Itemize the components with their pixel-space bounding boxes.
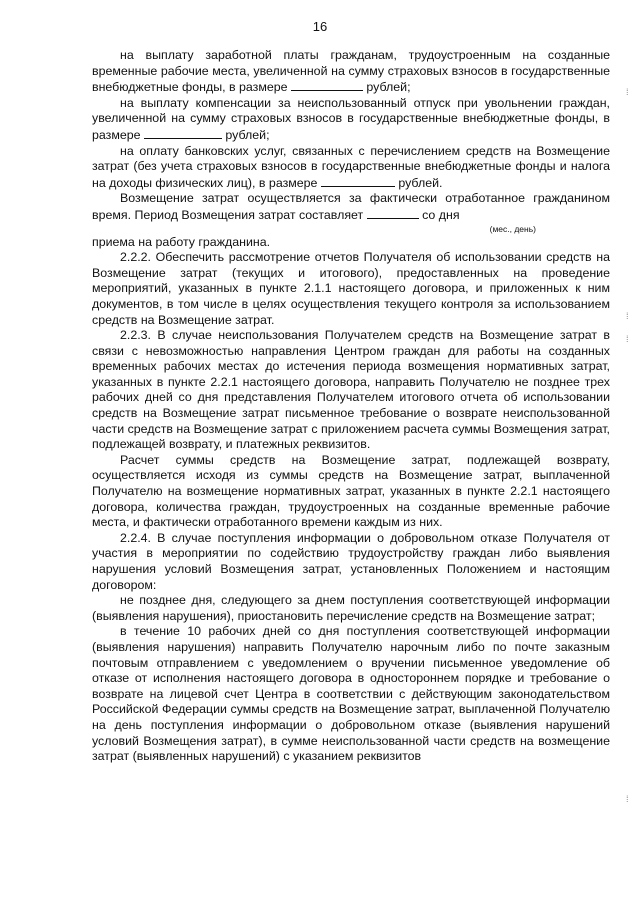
paragraph-salary — [92, 48, 610, 96]
paragraph-bank-services-unit: рублей. — [394, 175, 443, 190]
subitem-suspend: не позднее дня, следующего за днем поступления соответствующей информации (выявления нарушения), приостановить перечисление средств на Возмещение затрат; — [92, 593, 610, 623]
item-2-2-4: 2.2.4. В случае поступления информации о добровольном отказе Получателя от участия в мероприятии по содействию трудоустройству граждан либо выявления нарушения условий Возмещения затрат, установленных Положением и настоящим договором: — [92, 530, 610, 592]
paragraph-bank-services — [92, 144, 610, 192]
scan-margin-mark: ⁞ — [626, 311, 629, 321]
paragraph-salary-text: на выплату заработной платы гражданам, трудоустроенным на созданные временные рабочие места, увеличенной на сумму страховых взносов в государственные внебюджетные фонды, в размере — [92, 48, 610, 95]
item-2-2-2: 2.2.2. Обеспечить рассмотрение отчетов Получателя об использовании средств на Возмещение затрат (текущих и итогового), предоставленных на проведение мероприятий, указанных в пункте 2.1.1 настоящего договора, и приложенных к ним документов, в том числе в целях осуществления текущего контроля за использованием средств на Возмещение затрат. — [92, 250, 610, 327]
paragraph-period-tail: со дня — [418, 207, 460, 222]
paragraph-calculation: Расчет суммы средств на Возмещение затрат, подлежащей возврату, осуществляется исходя из суммы средств на Возмещение затрат, выплаченной Получателю на возмещение нормативных затрат, указанных в пункте 2.2.1 настоящего договора, количества граждан, трудоустроенных на созданные временные рабочие места, и фактически отработанного времени каждым из них. — [92, 452, 610, 530]
paragraph-compensation-unit: рублей; — [221, 127, 270, 142]
subitem-notify: в течение 10 рабочих дней со дня поступления соответствующей информации (выявления нарушения) направить Получателю нарочным либо по почте заказным почтовым отправлением с уведомлением о вручении письменное уведомление об отказе от исполнения настоящего договора в одностороннем порядке и требование о возврате на лицевой счет Центра в соответствии с действующим законодательством Российской Федерации суммы средств на Возмещение затрат, выплаченной Получателю на день поступления информации о добровольном отказе (выявления нарушений условий Возмещения затрат), в сумме неиспользованной части средств на возмещение затрат (выявленных нарушений) с указанием реквизитов — [92, 624, 610, 764]
paragraph-compensation — [92, 96, 610, 144]
amount-blank — [144, 127, 222, 139]
scan-margin-mark: ⁞ — [626, 794, 629, 804]
paragraph-period-text: Возмещение затрат осуществляется за фактически отработанное гражданином время. Период Возмещения затрат составляет — [92, 191, 610, 222]
period-blank — [367, 207, 419, 219]
page-number: 16 — [312, 19, 328, 34]
period-note: (мес., день) — [489, 223, 536, 234]
amount-blank — [321, 175, 395, 187]
paragraph-compensation-text: на выплату компенсации за неиспользованный отпуск при увольнении граждан, увеличенной на сумму страховых взносов в государственные внебюджетные фонды, в размере — [92, 95, 610, 142]
scan-margin-mark: ⁞ — [626, 87, 629, 97]
paragraph-bank-services-text: на оплату банковских услуг, связанных с перечислением средств на Возмещение затрат (без учета страховых взносов в государственные внебюджетные фонды и налога на доходы физических лиц), в размере — [92, 143, 610, 190]
paragraph-period — [92, 191, 610, 223]
paragraph-continuation: приема на работу гражданина. — [92, 234, 271, 249]
paragraph-salary-unit: рублей; — [362, 80, 411, 95]
document-body — [92, 48, 610, 765]
item-2-2-3: 2.2.3. В случае неиспользования Получателем средств на Возмещение затрат в связи с невозможностью направления Центром граждан для работы на созданных временных рабочих местах до истечения периода возмещения нормативных затрат, указанных в пункте 2.2.1 настоящего договора, направить Получателю не позднее трех рабочих дней со дня представления Получателем итогового отчета об использовании средств на Возмещение затрат письменное требование о возврате неиспользованной части средств на Возмещение затрат с приложением расчета суммы Возмещения затрат, подлежащей возврату, и платежных реквизитов. — [92, 328, 610, 452]
amount-blank — [291, 79, 363, 91]
scan-margin-mark: ⁞ — [626, 334, 629, 344]
